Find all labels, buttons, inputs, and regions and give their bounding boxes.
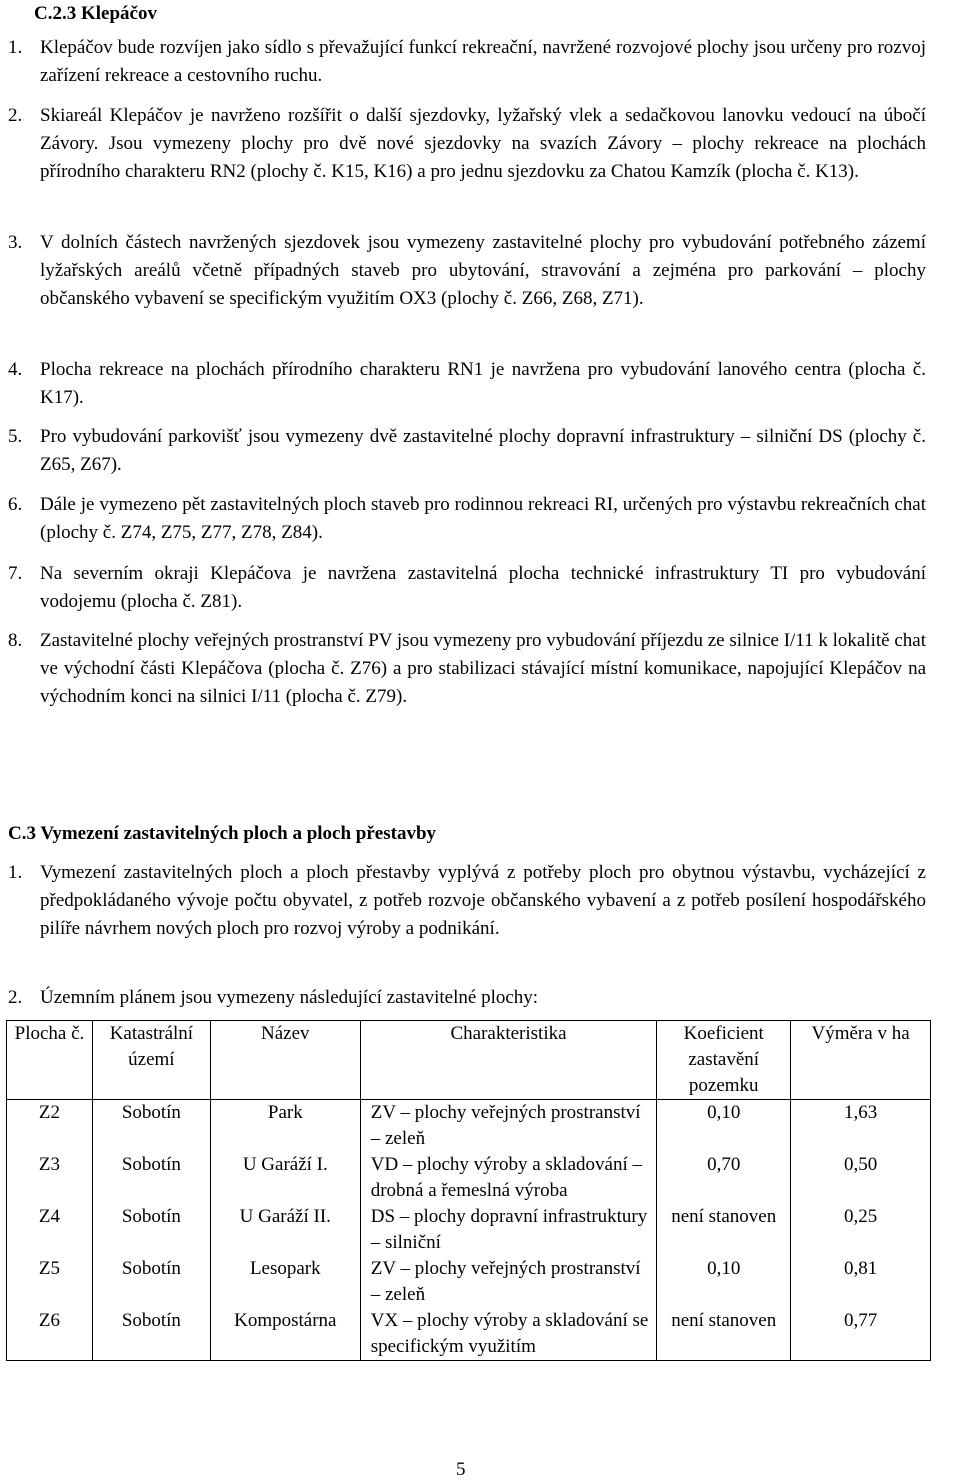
cell-plocha: Z4 [7, 1204, 93, 1256]
header-plocha: Plocha č. [7, 1021, 93, 1100]
item-text: V dolních částech navržených sjezdovek jsou vymezeny zastavitelné plochy pro vybudování potřebného zázemí lyžařských areálů včetně případných staveb pro ubytování, stravování a zejména pro parkování – plochy občanského vybavení se specifickým využitím OX3 (plochy č. Z66, Z68, Z71). [40, 232, 926, 309]
list-item [8, 859, 926, 943]
list-item [8, 356, 926, 412]
header-katastralni-uzemi: Katastrální území [92, 1021, 210, 1100]
item-number: 7. [8, 563, 23, 584]
section-heading-c23: C.2.3 Klepáčov [34, 3, 157, 24]
list-item [8, 423, 926, 479]
page-number: 5 [456, 1459, 466, 1480]
cell-vymera: 0,50 [791, 1152, 931, 1204]
item-number: 8. [8, 630, 23, 651]
cell-charakteristika: DS – plochy dopravní infrastruktury – silniční [360, 1204, 657, 1256]
item-text: Dále je vymezeno pět zastavitelných ploch staveb pro rodinnou rekreaci RI, určených pro výstavbu rekreačních chat (plochy č. Z74, Z75, Z77, Z78, Z84). [40, 494, 926, 543]
item-text: Vymezení zastavitelných ploch a ploch přestavby vyplývá z potřeby ploch pro obytnou výstavbu, vycházející z předpokládaného vývoje počtu obyvatel, z potřeb rozvoje občanského vybavení a z potřeb posílení hospodářského pilíře návrhem nových ploch pro rozvoj výroby a podnikání. [40, 862, 926, 939]
item-text: Pro vybudování parkovišť jsou vymezeny dvě zastavitelné plochy dopravní infrastruktury – silniční DS (plochy č. Z65, Z67). [40, 426, 926, 475]
header-vymera: Výměra v ha [791, 1021, 931, 1100]
list-item [8, 984, 926, 1012]
cell-plocha: Z6 [7, 1308, 93, 1361]
item-number: 2. [8, 987, 23, 1008]
cell-koeficient: 0,70 [657, 1152, 791, 1204]
cell-koeficient: 0,10 [657, 1100, 791, 1153]
cell-uzemi: Sobotín [92, 1308, 210, 1361]
cell-charakteristika: VX – plochy výroby a skladování se specifickým využitím [360, 1308, 657, 1361]
item-text: Plocha rekreace na plochách přírodního charakteru RN1 je navržena pro vybudování lanového centra (plocha č. K17). [40, 359, 926, 408]
cell-vymera: 0,77 [791, 1308, 931, 1361]
cell-nazev: Park [210, 1100, 360, 1153]
cell-koeficient: 0,10 [657, 1256, 791, 1308]
list-item [8, 627, 926, 711]
header-charakteristika: Charakteristika [360, 1021, 657, 1100]
item-number: 1. [8, 37, 23, 58]
table-row [7, 1204, 931, 1256]
cell-uzemi: Sobotín [92, 1256, 210, 1308]
list-item [8, 229, 926, 313]
item-number: 3. [8, 232, 23, 253]
table-row [7, 1152, 931, 1204]
table-row [7, 1256, 931, 1308]
cell-charakteristika: VD – plochy výroby a skladování – drobná a řemeslná výroba [360, 1152, 657, 1204]
table-row [7, 1100, 931, 1153]
list-item [8, 491, 926, 547]
header-nazev: Název [210, 1021, 360, 1100]
cell-plocha: Z5 [7, 1256, 93, 1308]
item-number: 2. [8, 105, 23, 126]
item-number: 5. [8, 426, 23, 447]
cell-plocha: Z3 [7, 1152, 93, 1204]
cell-nazev: U Garáží II. [210, 1204, 360, 1256]
header-koeficient: Koeficient zastavění pozemku [657, 1021, 791, 1100]
cell-koeficient: není stanoven [657, 1308, 791, 1361]
item-text: Zastavitelné plochy veřejných prostranství PV jsou vymezeny pro vybudování příjezdu ze silnice I/11 k lokalitě chat ve východní části Klepáčova (plocha č. Z76) a pro stabilizaci stávající místní komunikace, napojující Klepáčov na východním konci na silnici I/11 (plocha č. Z79). [40, 630, 926, 707]
zastavitelne-plochy-table [6, 1020, 931, 1361]
cell-vymera: 0,81 [791, 1256, 931, 1308]
cell-koeficient: není stanoven [657, 1204, 791, 1256]
item-text: Územním plánem jsou vymezeny následující zastavitelné plochy: [40, 987, 539, 1008]
item-number: 6. [8, 494, 23, 515]
item-text: Na severním okraji Klepáčova je navržena zastavitelná plocha technické infrastruktury TI pro vybudování vodojemu (plocha č. Z81). [40, 563, 926, 612]
cell-nazev: Lesopark [210, 1256, 360, 1308]
cell-vymera: 0,25 [791, 1204, 931, 1256]
cell-uzemi: Sobotín [92, 1100, 210, 1153]
cell-charakteristika: ZV – plochy veřejných prostranství – zeleň [360, 1100, 657, 1153]
table-header-row [7, 1021, 931, 1100]
cell-uzemi: Sobotín [92, 1204, 210, 1256]
list-item [8, 102, 926, 186]
cell-nazev: U Garáží I. [210, 1152, 360, 1204]
item-number: 4. [8, 359, 23, 380]
cell-plocha: Z2 [7, 1100, 93, 1153]
cell-nazev: Kompostárna [210, 1308, 360, 1361]
table-row [7, 1308, 931, 1361]
item-text: Klepáčov bude rozvíjen jako sídlo s převažující funkcí rekreační, navržené rozvojové plochy jsou určeny pro rozvoj zařízení rekreace a cestovního ruchu. [40, 37, 926, 86]
item-number: 1. [8, 862, 23, 883]
list-item [8, 34, 926, 90]
cell-uzemi: Sobotín [92, 1152, 210, 1204]
cell-charakteristika: ZV – plochy veřejných prostranství – zeleň [360, 1256, 657, 1308]
cell-vymera: 1,63 [791, 1100, 931, 1153]
item-text: Skiareál Klepáčov je navrženo rozšířit o další sjezdovky, lyžařský vlek a sedačkovou lanovku vedoucí na úbočí Závory. Jsou vymezeny plochy pro dvě nové sjezdovky na svazích Závory – plochy rekreace na plochách přírodního charakteru RN2 (plochy č. K15, K16) a pro jednu sjezdovku za Chatou Kamzík (plocha č. K13). [40, 105, 926, 182]
list-item [8, 560, 926, 616]
section-heading-c3: C.3 Vymezení zastavitelných ploch a ploch přestavby [8, 823, 437, 844]
